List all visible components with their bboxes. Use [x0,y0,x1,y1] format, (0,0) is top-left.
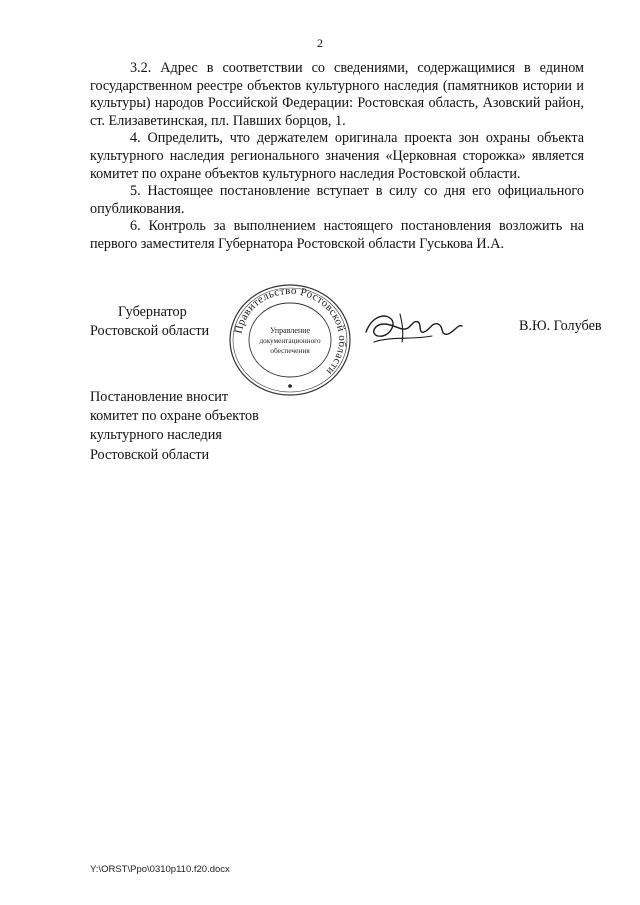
submitter-block [90,388,259,465]
signatory-title [90,303,209,341]
document-body [90,60,584,254]
seal-inner-line1: Управление [269,326,311,335]
paragraph-5: 5. Настоящее постановление вступает в силу со дня его официального опубликования. [90,183,584,217]
signatory-title-line1: Губернатор [118,304,187,320]
paragraph-6: 6. Контроль за выполнением настоящего постановления возложить на первого заместителя Губернатора Ростовской области Гуськова И.А. [90,218,584,252]
submitter-line1: Постановление вносит [90,389,229,405]
signatory-title-line2: Ростовской области [90,323,210,339]
seal-outer-text: Правительство Ростовской области [232,284,349,378]
submitter-line2: комитет по охране объектов [90,408,259,425]
file-path-footer: Y:\ORST\Ppo\0310p110.f20.docx [90,864,230,875]
page-number: 2 [317,36,323,50]
seal-inner-line3: обеспечения [270,346,310,355]
submitter-line4: Ростовской области [90,446,210,463]
paragraph-3-2: 3.2. Адрес в соответствии со сведениями, содержащимися в едином государственном реестре объектов культурного наследия (памятников истории и культуры) народов Российской Федерации: Ростовская область, Азовский район, ст. Елизаветинская, пл. Павших борцов, 1. [90,60,584,129]
submitter-line3: культурного наследия [90,427,222,444]
official-seal [228,283,352,397]
seal-inner-line2: документационного [259,337,321,345]
handwritten-signature [362,306,492,352]
paragraph-4: 4. Определить, что держателем оригинала проекта зон охраны объекта культурного наследия регионального значения «Церковная сторожка» является комитет по охране объектов культурного наследия Ростовской области. [90,130,584,182]
signatory-name: В.Ю. Голубев [519,318,602,334]
